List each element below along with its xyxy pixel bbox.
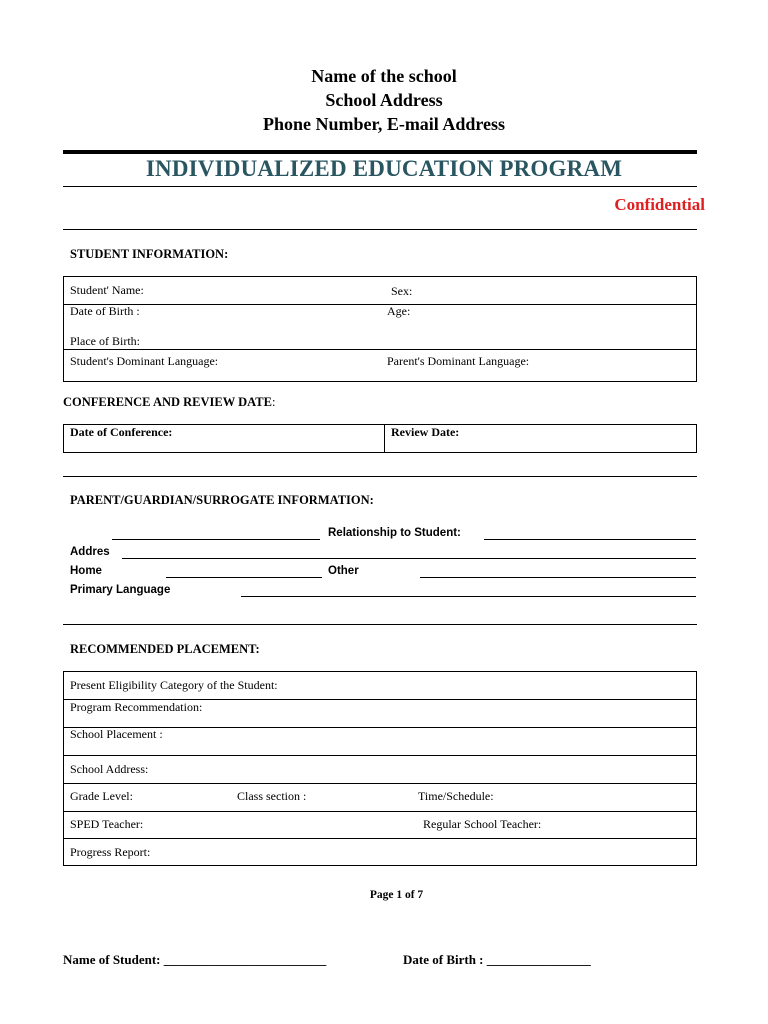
sped-teacher-field[interactable]: SPED Teacher: bbox=[70, 817, 144, 831]
conference-rule bbox=[63, 476, 697, 477]
parent-rule bbox=[63, 624, 697, 625]
confidential-rule bbox=[63, 229, 697, 230]
school-placement-field[interactable]: School Placement : bbox=[70, 727, 163, 741]
header-thick-rule bbox=[63, 150, 697, 154]
regular-teacher-field[interactable]: Regular School Teacher: bbox=[423, 817, 542, 831]
school-address: School Address bbox=[325, 90, 443, 110]
row-divider bbox=[64, 304, 696, 305]
dob-field[interactable]: Date of Birth : bbox=[70, 304, 140, 318]
student-name-field[interactable]: Student' Name: bbox=[70, 283, 144, 297]
time-schedule-field[interactable]: Time/Schedule: bbox=[418, 789, 494, 803]
eligibility-field[interactable]: Present Eligibility Category of the Student: bbox=[70, 678, 278, 692]
row-divider bbox=[64, 838, 696, 839]
other-label: Other bbox=[328, 565, 359, 577]
title-rule bbox=[63, 186, 697, 187]
school-contact: Phone Number, E-mail Address bbox=[262, 114, 506, 134]
school-name: Name of the school bbox=[311, 66, 457, 86]
conference-heading bbox=[63, 395, 275, 410]
footer-date-of-birth: Date of Birth : ________________ bbox=[403, 952, 591, 967]
row-divider bbox=[64, 811, 696, 812]
relationship-label: Relationship to Student: bbox=[328, 527, 461, 539]
primary-language-label: Primary Language bbox=[70, 584, 171, 596]
sex-field[interactable]: Sex: bbox=[391, 284, 413, 298]
column-divider bbox=[384, 425, 385, 452]
home-label: Home bbox=[70, 565, 102, 577]
footer-student-name: Name of Student: _________________________ bbox=[63, 952, 327, 967]
program-recommendation-field[interactable]: Program Recommendation: bbox=[70, 700, 203, 714]
primary-language-line[interactable] bbox=[241, 596, 696, 597]
parent-language-field[interactable]: Parent's Dominant Language: bbox=[387, 354, 530, 368]
row-divider bbox=[64, 349, 696, 350]
row-divider bbox=[64, 783, 696, 784]
conference-heading-colon: : bbox=[271, 395, 276, 409]
parent-name-line[interactable] bbox=[112, 539, 320, 540]
conference-heading-text: CONFERENCE AND REVIEW DATE bbox=[63, 395, 272, 409]
date-of-conference-field[interactable]: Date of Conference: bbox=[70, 425, 173, 439]
pob-field[interactable]: Place of Birth: bbox=[70, 334, 140, 348]
student-info-table bbox=[63, 276, 697, 382]
student-info-heading: STUDENT INFORMATION: bbox=[70, 247, 229, 261]
row-divider bbox=[64, 755, 696, 756]
class-section-field[interactable]: Class section : bbox=[237, 789, 307, 803]
school-address-field[interactable]: School Address: bbox=[70, 762, 149, 776]
placement-heading: RECOMMENDED PLACEMENT: bbox=[70, 642, 260, 656]
home-phone-line[interactable] bbox=[166, 577, 322, 578]
address-line[interactable] bbox=[122, 558, 696, 559]
confidential-label: Confidential bbox=[614, 195, 705, 214]
review-date-field[interactable]: Review Date: bbox=[391, 425, 460, 439]
document-title: INDIVIDUALIZED EDUCATION PROGRAM bbox=[145, 156, 623, 181]
page-number: Page 1 of 7 bbox=[369, 889, 424, 901]
progress-report-field[interactable]: Progress Report: bbox=[70, 845, 151, 859]
grade-level-field[interactable]: Grade Level: bbox=[70, 789, 133, 803]
age-field[interactable]: Age: bbox=[387, 304, 411, 318]
student-language-field[interactable]: Student's Dominant Language: bbox=[70, 354, 219, 368]
other-line[interactable] bbox=[420, 577, 696, 578]
placement-table bbox=[63, 671, 697, 866]
conference-table bbox=[63, 424, 697, 453]
parent-info-heading: PARENT/GUARDIAN/SURROGATE INFORMATION: bbox=[70, 493, 374, 507]
relationship-line[interactable] bbox=[484, 539, 696, 540]
address-label: Addres bbox=[70, 546, 110, 558]
